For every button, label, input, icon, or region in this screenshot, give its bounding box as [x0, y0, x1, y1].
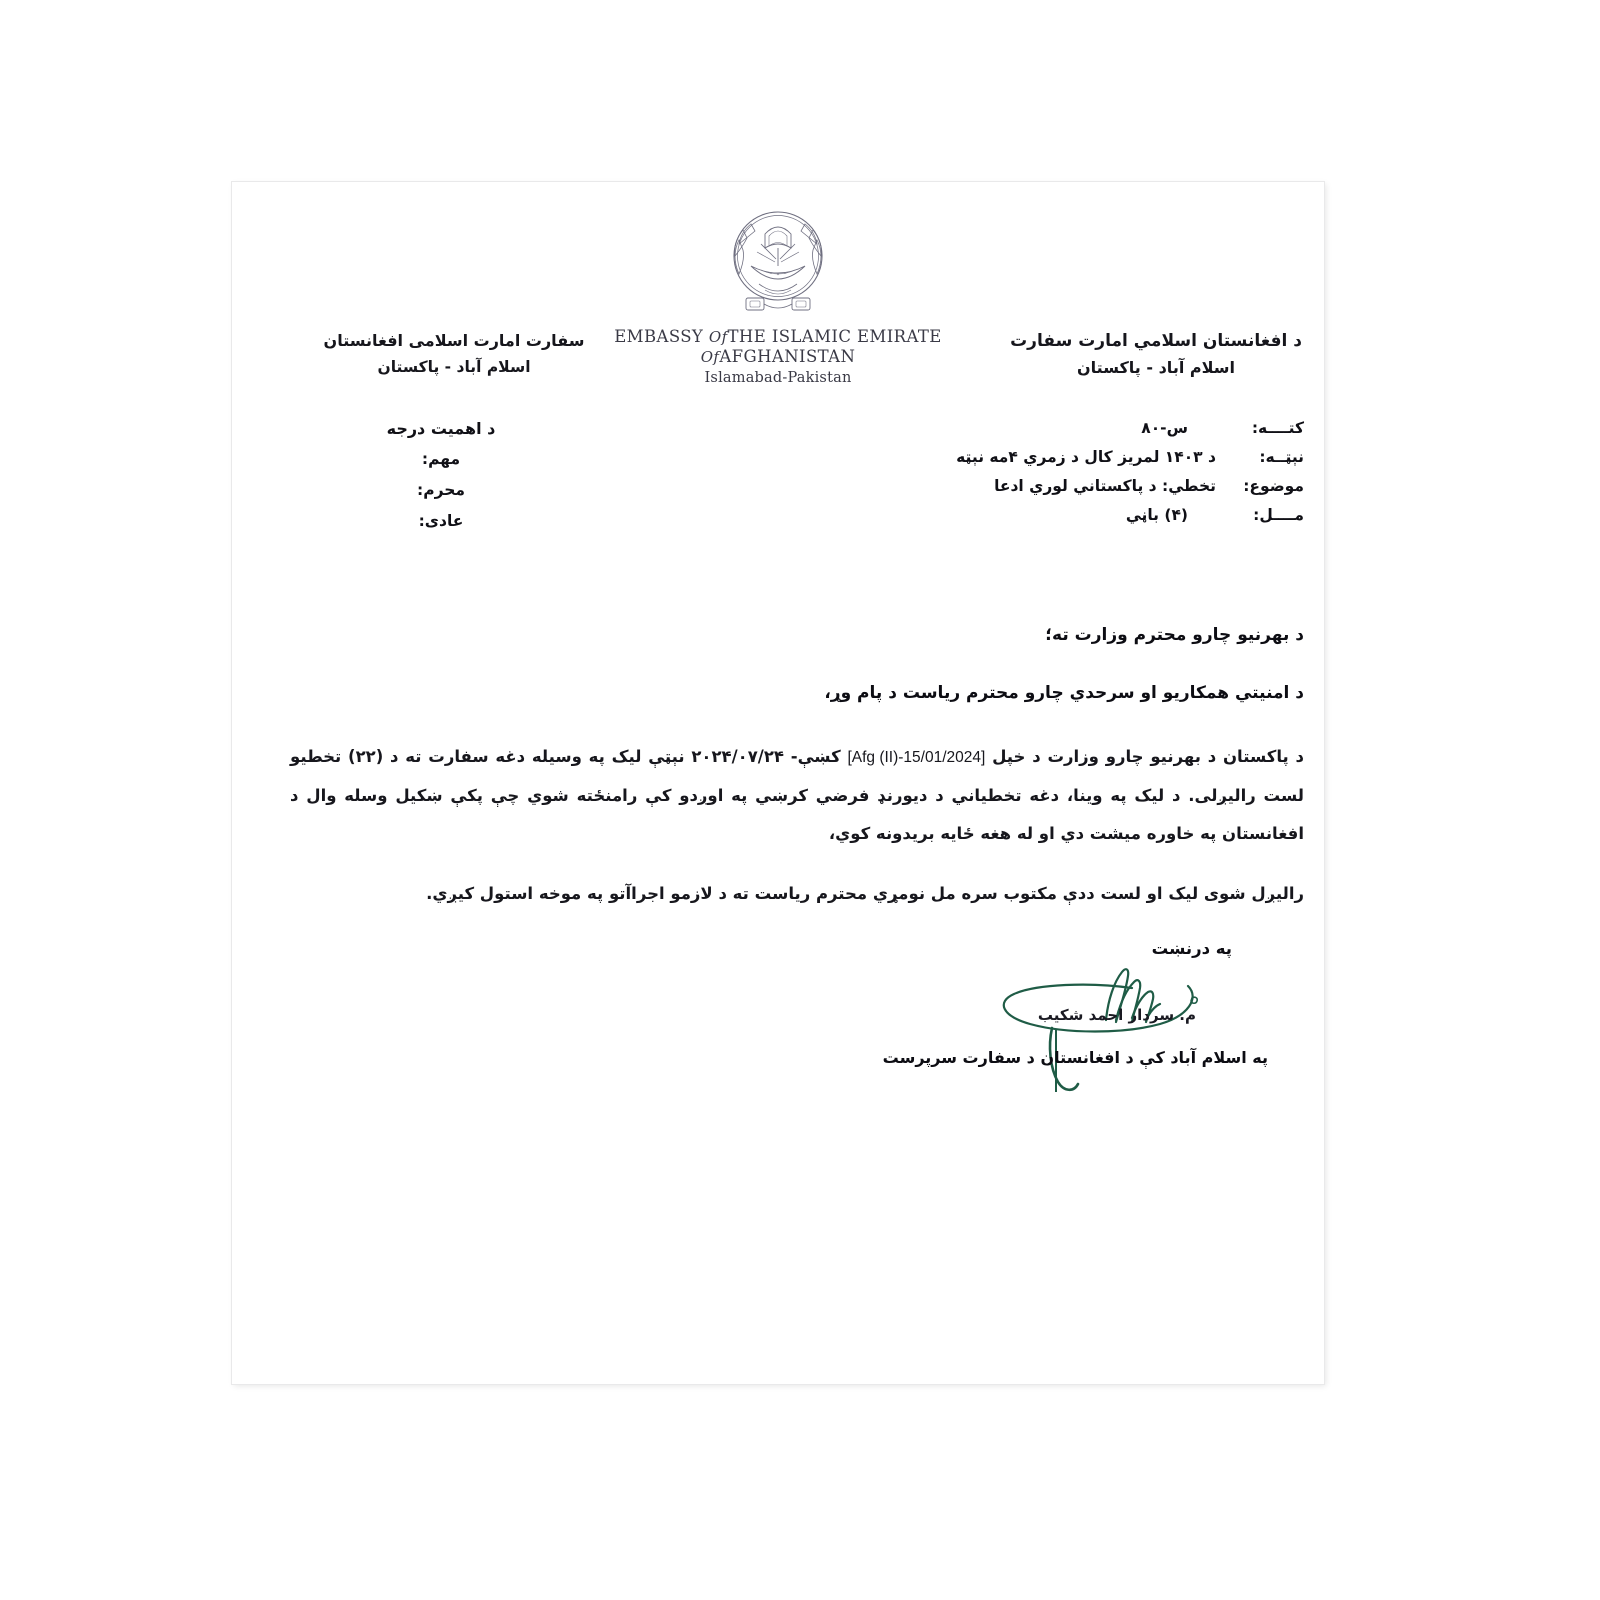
letterhead-dari-city: اسلام آباد - پاکستان	[377, 358, 531, 376]
signatory-name: م. سردار احمد شکیب	[1037, 1006, 1196, 1024]
letterhead-en-l1-pre: EMBASSY	[614, 327, 709, 346]
letterhead-en-l1-post: THE ISLAMIC EMIRATE	[727, 327, 942, 346]
letterhead-en-l1-italic: Of	[708, 328, 728, 346]
body-paragraph-2: راليږل شوی لیک او لست ددې مکتوب سره مل نومړي محترم ریاست ته د لازمو اجراآتو په موخه استول کیږي.	[426, 884, 1304, 903]
meta-row-date	[944, 443, 1304, 472]
letterhead-dari-title: سفارت امارت اسلامی افغانستان	[323, 331, 585, 350]
meta-value-number: س-۸۰	[1141, 419, 1188, 437]
salutation-ministry: د بهرنیو چارو محترم وزارت ته؛	[1045, 625, 1304, 645]
letter-page	[232, 182, 1324, 1384]
letterhead-english-city: Islamabad-Pakistan	[704, 370, 852, 386]
meta-value-attachments: (۴) باڼي	[1125, 506, 1188, 524]
meta-label-attachments: مــــل:	[1253, 506, 1304, 524]
priority-item-confidential: محرم:	[417, 481, 465, 499]
priority-item-important: مهم:	[421, 450, 461, 468]
meta-row-number	[944, 414, 1304, 443]
meta-row-subject	[944, 472, 1304, 501]
priority-title: د اهمیت درجه	[386, 419, 496, 438]
priority-block	[296, 414, 586, 537]
signature-block	[834, 942, 1304, 1142]
meta-label-date: نېټــه:	[1259, 448, 1304, 466]
body-p1-part2: کښې- ۲۰۲۴/۰۷/۲۴ نېټې لیک په وسیله دغه سفارت ته د (۲۲) تخطیو لست راليږلی. د لیک په وینا، دغه تخطیاني د دیورنډ فرضي کرښي په اوږدو کې رامنځته شوي چې پکې ښکیل وسله وال د افغانستان په خاوره میشت دي او له هغه ځایه بریدونه کوي،	[290, 747, 1304, 843]
priority-item-normal: عادی:	[418, 512, 464, 530]
meta-value-date: د ۱۴۰۳ لمریز کال د زمري ۴مه نېټه	[956, 448, 1216, 466]
meta-row-attachments	[944, 501, 1304, 530]
meta-label-number: کتــــه:	[1251, 419, 1304, 437]
letter-body	[290, 620, 1304, 958]
national-emblem-icon	[713, 204, 843, 322]
closing-regards: په درنښت	[1151, 939, 1232, 958]
letterhead-pashto-title: د افغانستان اسلامي امارت سفارت	[1010, 331, 1302, 351]
letter-reference-number: [Afg (II)-15/01/2024]	[847, 749, 986, 766]
meta-value-subject: تخطي: د پاکستاني لوري ادعا	[994, 477, 1216, 495]
meta-label-subject: موضوع:	[1243, 477, 1304, 495]
body-p1-part1: د پاکستان د بهرنیو چارو وزارت د خپل	[985, 747, 1304, 766]
letter-meta-block	[944, 414, 1304, 530]
letterhead-en-l2-post: AFGHANISTAN	[719, 347, 856, 366]
letterhead-english	[568, 327, 988, 389]
signatory-title: په اسلام آباد کې د افغانستان د سفارت سرپرست	[882, 1048, 1268, 1067]
letterhead-english-line2	[568, 347, 988, 367]
body-paragraph-1	[290, 738, 1304, 853]
letterhead-dari	[304, 328, 604, 381]
letterhead-english-line1	[568, 327, 988, 347]
salutation-department: د امنیتي همکاریو او سرحدي چارو محترم ریاست د پام وړ،	[824, 683, 1304, 703]
letterhead-pashto	[1006, 328, 1306, 381]
letterhead-en-l2-italic: Of	[700, 348, 720, 366]
letterhead-pashto-city: اسلام آباد - پاکستان	[1077, 358, 1235, 377]
